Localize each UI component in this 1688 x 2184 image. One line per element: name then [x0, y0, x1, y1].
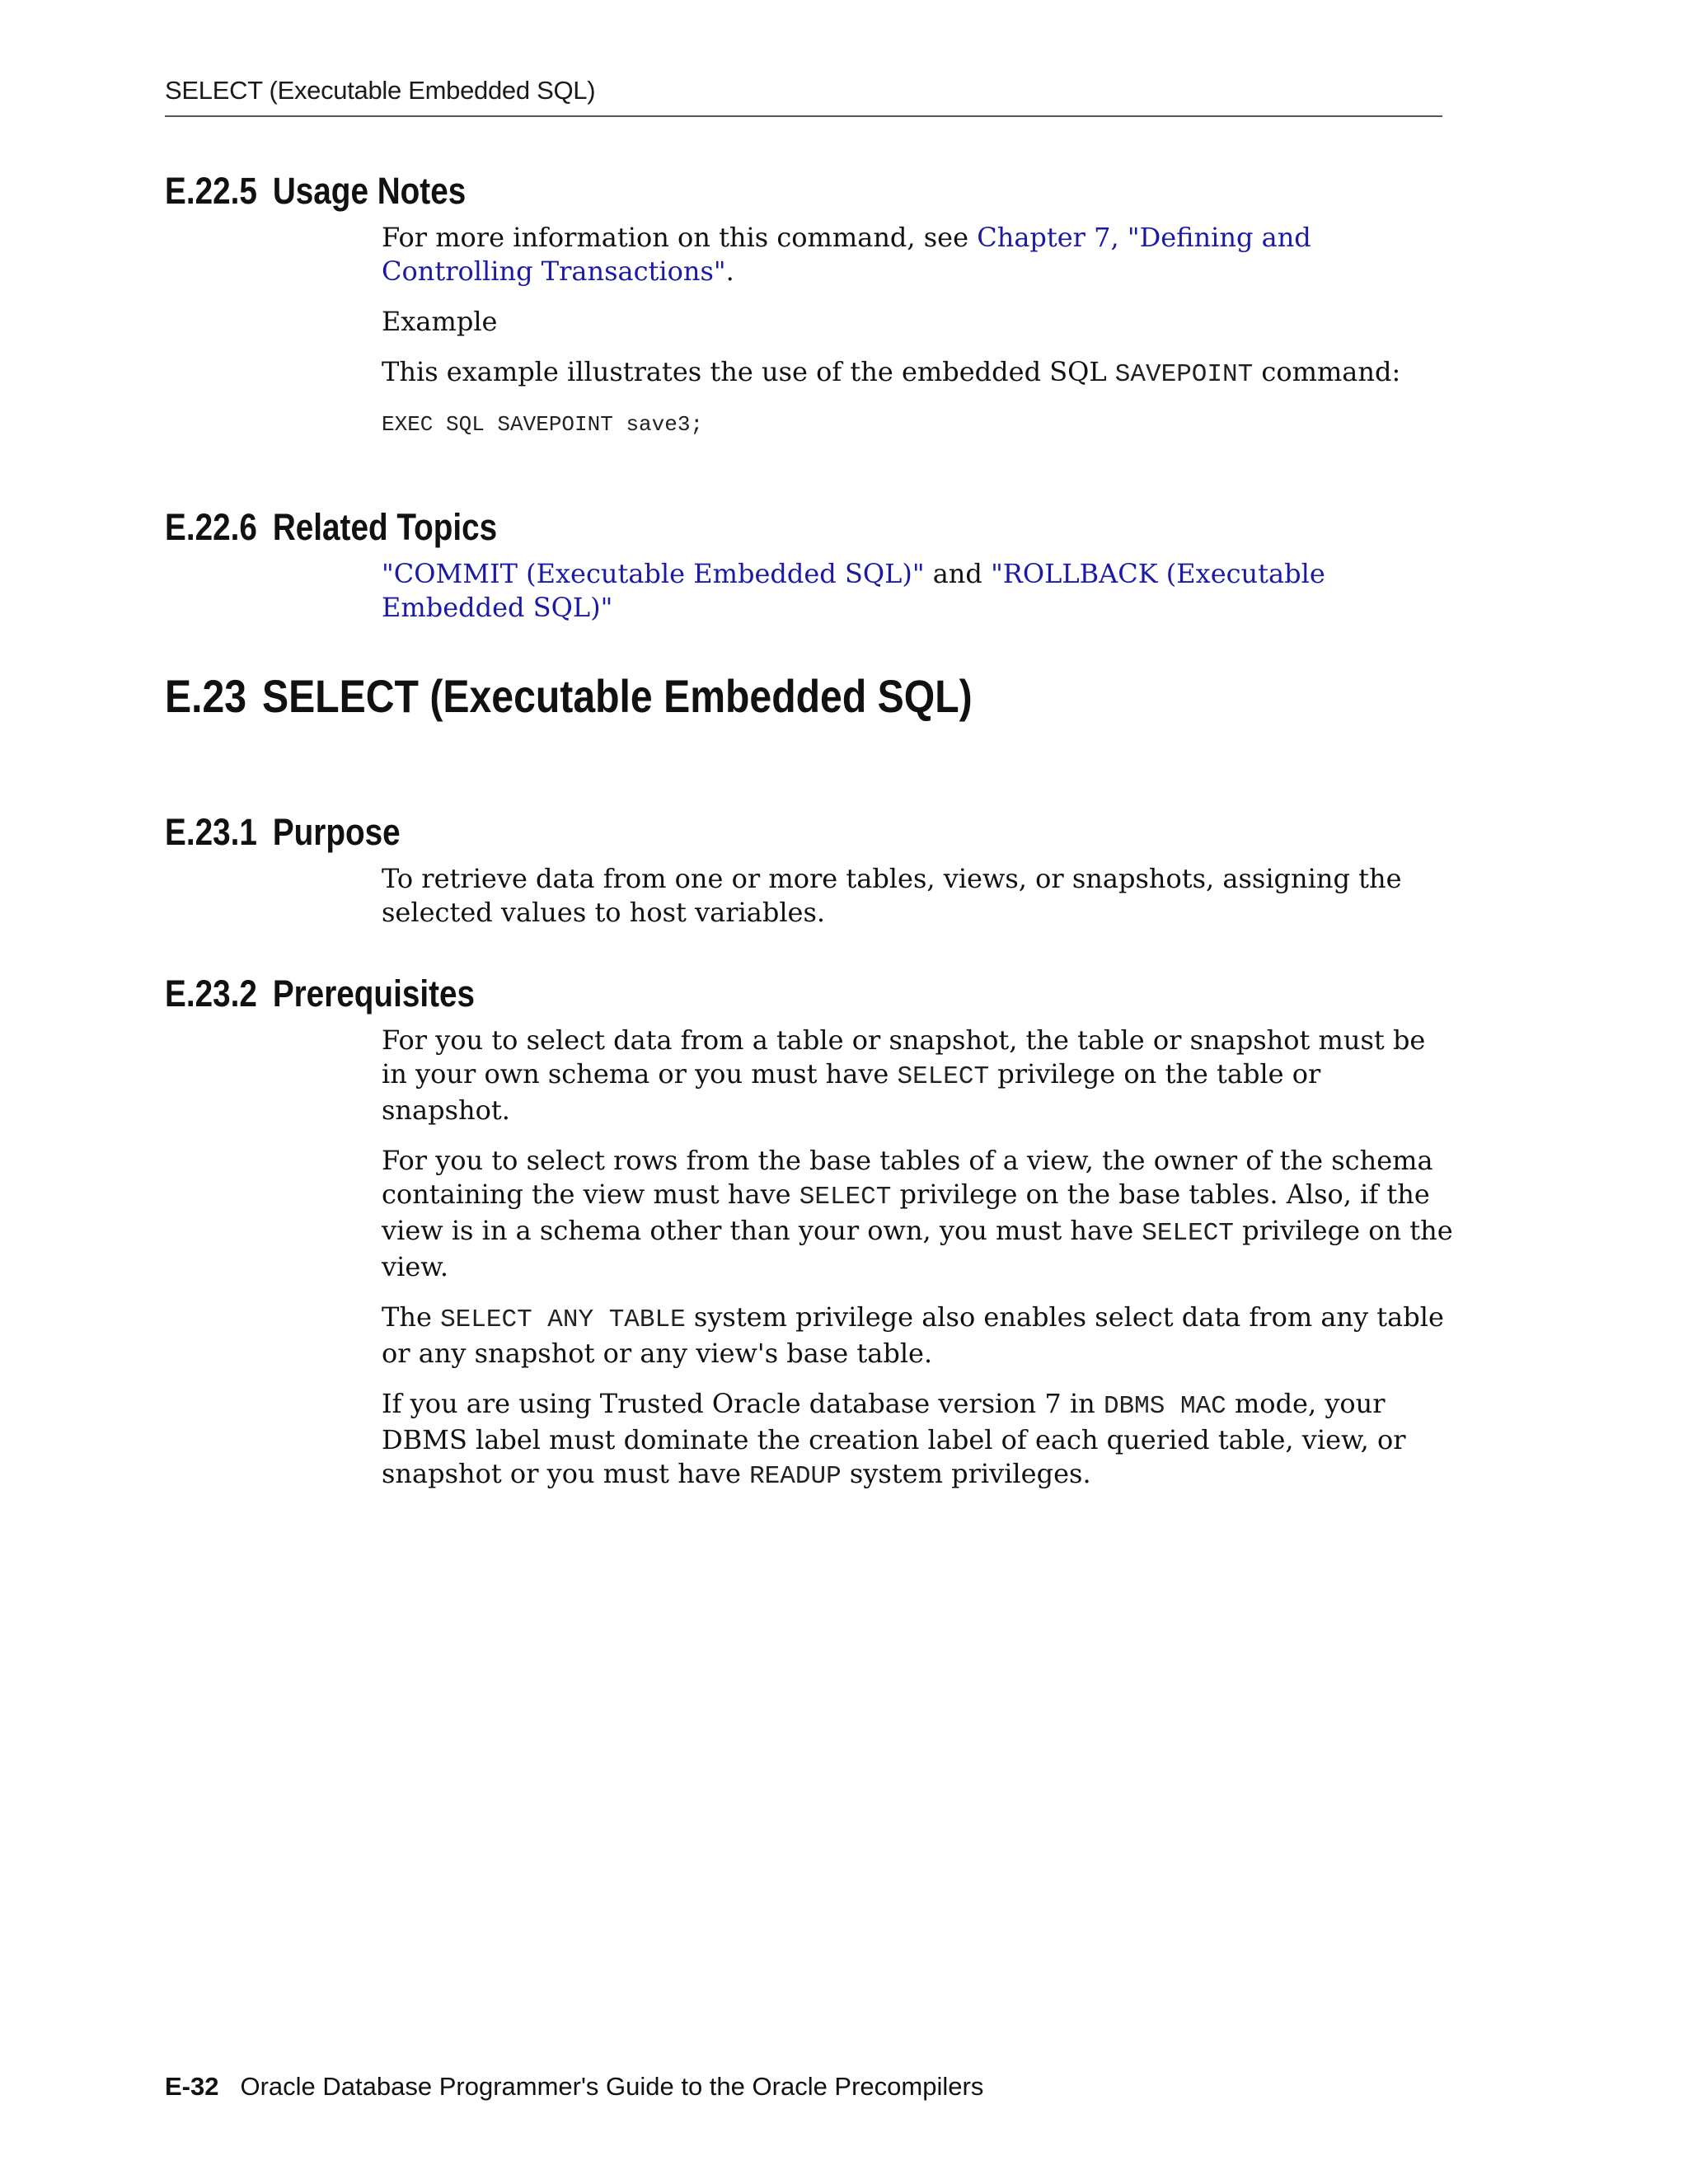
section-title: Prerequisites — [272, 972, 476, 1015]
example-paragraph: This example illustrates the use of the embedded SQL SAVEPOINT command: — [382, 356, 1401, 389]
commit-link[interactable]: "COMMIT (Executable Embedded SQL)" — [382, 558, 925, 589]
related-topics-body — [382, 557, 1453, 641]
related-topics-paragraph: "COMMIT (Executable Embedded SQL)" and "ROLLBACK (Executable Embedded SQL)" — [382, 558, 1325, 623]
heading-related-topics — [165, 506, 497, 549]
prerequisites-paragraph-3: The SELECT ANY TABLE system privilege also enables select data from any table or any snapshot or any view's base table. — [382, 1301, 1444, 1369]
rollback-link[interactable]: "ROLLBACK (Executable Embedded SQL)" — [382, 558, 1325, 623]
section-number: E.22.5 — [165, 170, 257, 212]
heading-purpose — [165, 811, 401, 854]
page-number: E-32 — [165, 2072, 219, 2101]
heading-select — [165, 669, 973, 723]
purpose-paragraph: To retrieve data from one or more tables, views, or snapshots, assigning the selected values to host variables. — [382, 863, 1402, 928]
usage-notes-paragraph: For more information on this command, see Chapter 7, "Defining and Controlling Transactions". — [382, 222, 1311, 287]
running-header: SELECT (Executable Embedded SQL) — [165, 76, 596, 105]
usage-notes-body — [382, 221, 1453, 458]
header-rule — [165, 115, 1442, 117]
book-title: Oracle Database Programmer's Guide to the Oracle Precompilers — [240, 2072, 984, 2101]
prerequisites-paragraph-1: For you to select data from a table or snapshot, the table or snapshot must be in your own schema or you must have SELECT privilege on the table or snapshot. — [382, 1024, 1426, 1126]
example-label: Example — [382, 306, 498, 337]
code-example: EXEC SQL SAVEPOINT save3; — [382, 412, 704, 437]
purpose-body — [382, 862, 1453, 946]
prerequisites-paragraph-2: For you to select rows from the base tables of a view, the owner of the schema containing the view must have SELECT privilege on the base tables. Also, if the view is in a schema other than your own, you must have SELECT privilege on the view. — [382, 1145, 1453, 1282]
section-number: E.23 — [165, 670, 247, 722]
page-footer — [165, 2072, 983, 2102]
prerequisites-paragraph-4: If you are using Trusted Oracle database version 7 in DBMS MAC mode, your DBMS label must dominate the creation label of each queried table, view, or snapshot or you must have READUP system privileges. — [382, 1388, 1406, 1491]
chapter-7-link[interactable]: Chapter 7, "Defining and Controlling Transactions" — [382, 222, 1311, 287]
section-title: SELECT (Executable Embedded SQL) — [261, 670, 973, 722]
section-number: E.23.1 — [165, 811, 257, 853]
section-title: Usage Notes — [272, 170, 467, 212]
heading-prerequisites — [165, 972, 475, 1015]
section-number: E.22.6 — [165, 506, 257, 548]
section-title: Purpose — [272, 811, 401, 853]
heading-usage-notes — [165, 170, 466, 213]
section-title: Related Topics — [272, 506, 498, 548]
section-number: E.23.2 — [165, 972, 257, 1015]
prerequisites-body — [382, 1024, 1453, 1510]
